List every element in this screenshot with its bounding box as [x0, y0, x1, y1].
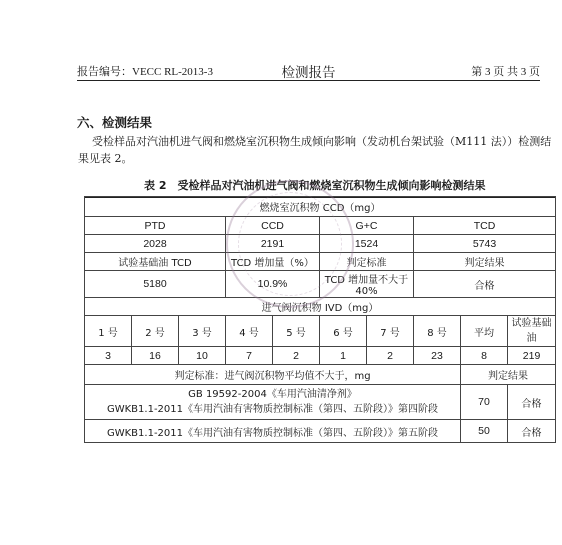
ivd-header-average: 平均: [461, 316, 508, 347]
ivd-title: 进气阀沉积物 IVD（mg）: [85, 298, 556, 316]
ivd-value-2: 16: [132, 347, 179, 365]
ivd-value-4: 7: [226, 347, 273, 365]
ccd-title: 燃烧室沉积物 CCD（mg）: [85, 197, 556, 217]
standard-row-2-result: 合格: [508, 420, 556, 443]
ivd-value-base-oil: 219: [508, 347, 556, 365]
ivd-header-2: 2 号: [132, 316, 179, 347]
ivd-value-3: 10: [179, 347, 226, 365]
page-indicator: 第 3 页 共 3 页: [471, 66, 540, 78]
tcd-header-criterion: 判定标准: [320, 253, 414, 271]
standard-row-2: GWKB1.1-2011《车用汽油有害物质控制标准（第四、五阶段）》第五阶段: [85, 420, 461, 443]
standard-row-1: [85, 385, 461, 420]
report-number: 报告编号：VECC RL-2013-3: [77, 66, 213, 78]
section-title: 六、检测结果: [77, 115, 153, 130]
report-title: 检测报告: [281, 65, 336, 81]
ivd-header-7: 7 号: [367, 316, 414, 347]
ivd-value-1: 3: [85, 347, 132, 365]
ccd-header-gc: G+C: [320, 217, 414, 235]
ccd-value-tcd: 5743: [414, 235, 556, 253]
ivd-header-3: 3 号: [179, 316, 226, 347]
standard-row-1-line-a: GB 19592-2004《车用汽油清净剂》: [188, 389, 357, 400]
standard-row-2-limit: 50: [461, 420, 508, 443]
ccd-header-ptd: PTD: [85, 217, 226, 235]
tcd-value-criterion: TCD 增加量不大于 40%: [320, 271, 414, 298]
ivd-value-7: 2: [367, 347, 414, 365]
standard-row-1-result: 合格: [508, 385, 556, 420]
ivd-value-6: 1: [320, 347, 367, 365]
tcd-header-result: 判定结果: [414, 253, 556, 271]
ivd-value-5: 2: [273, 347, 320, 365]
ccd-header-ccd: CCD: [226, 217, 320, 235]
ivd-value-average: 8: [461, 347, 508, 365]
ivd-header-4: 4 号: [226, 316, 273, 347]
ivd-header-1: 1 号: [85, 316, 132, 347]
ivd-value-8: 23: [414, 347, 461, 365]
ivd-header-5: 5 号: [273, 316, 320, 347]
report-header: [77, 56, 540, 81]
table-caption: 表 2 受检样品对汽油机进气阀和燃烧室沉积物生成倾向影响检测结果: [144, 179, 486, 192]
ccd-value-ptd: 2028: [85, 235, 226, 253]
ccd-value-ccd: 2191: [226, 235, 320, 253]
ivd-header-8: 8 号: [414, 316, 461, 347]
results-table: [84, 196, 556, 443]
ivd-header-6: 6 号: [320, 316, 367, 347]
tcd-value-result: 合格: [414, 271, 556, 298]
result-header: 判定结果: [461, 365, 556, 385]
standard-row-1-limit: 70: [461, 385, 508, 420]
ivd-header-base-oil: 试验基础油: [508, 316, 556, 347]
tcd-value-base: 5180: [85, 271, 226, 298]
ccd-header-tcd: TCD: [414, 217, 556, 235]
section-paragraph: [78, 133, 552, 167]
standard-row-1-line-b: GWKB1.1-2011《车用汽油有害物质控制标准（第四、五阶段）》第四阶段: [106, 404, 438, 415]
tcd-value-increase: 10.9%: [226, 271, 320, 298]
paragraph-line-2: 果见表 2。: [78, 152, 133, 165]
ccd-value-gc: 1524: [320, 235, 414, 253]
tcd-header-base: 试验基础油 TCD: [85, 253, 226, 271]
tcd-header-increase: TCD 增加量（%）: [226, 253, 320, 271]
paragraph-line-1: 受检样品对汽油机进气阀和燃烧室沉积物生成倾向影响（发动机台架试验（M111 法））检测结: [92, 135, 552, 148]
criteria-header: 判定标准：进气阀沉积物平均值不大于，mg: [85, 365, 461, 385]
